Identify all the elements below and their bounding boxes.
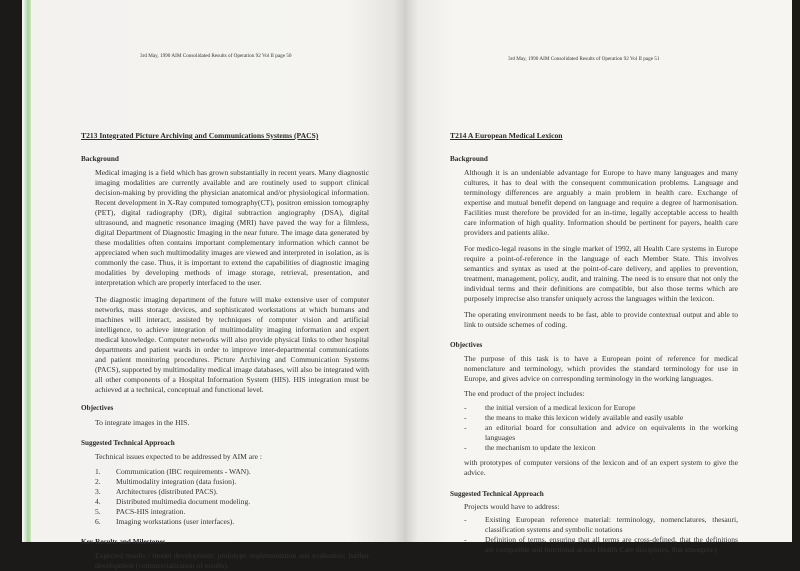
- list-number: 4.: [95, 497, 101, 506]
- list-text: the means to make this lexicon widely available and easily usable: [485, 413, 684, 422]
- left-objectives-heading: Objectives: [81, 404, 114, 412]
- list-item: [464, 403, 738, 413]
- list-text: Multimodality integration (data fusion).: [116, 477, 237, 486]
- list-text: Communication (IBC requirements - WAN).: [116, 467, 251, 476]
- right-background-paragraph-3: The operating environment needs to be fast, able to provide contextual output and able to link to outside schemes of coding.: [464, 310, 738, 329]
- left-approach-list: [81, 467, 369, 527]
- left-page-content: [81, 131, 369, 571]
- list-text: Imaging workstations (user interfaces).: [116, 517, 235, 526]
- dash-bullet: -: [464, 423, 467, 432]
- right-objectives-heading: Objectives: [450, 341, 483, 349]
- left-section-title: T213 Integrated Picture Archiving and Communications Systems (PACS): [81, 131, 319, 140]
- right-approach-intro: Projects would have to address:: [464, 502, 560, 511]
- list-number: 1.: [95, 467, 101, 476]
- list-text: PACS-HIS integration.: [116, 507, 186, 516]
- green-page-edge: [24, 0, 31, 542]
- left-background-paragraph-2: The diagnostic imaging department of the future will make extensive user of computer networks, mass storage devices, and sophisticated workstations at which humans and machines will interact, assisted by techniques of computer vision and artificial intelligence, to achieve integration of multimodality imaging information and expert medical knowledge. Computer networks will also provide physical links to other hospital departments and patient wards in order to improve inter-departmental communications and patient monitoring procedures. Picture Archiving and Communication Systems (PACS), supported by multimodality medical image databases, will also be integrated with all other components of a Hospital Information System (HIS). HIS integration must be achieved at a technical, conceptual and functional level.: [95, 295, 369, 394]
- list-text: Distributed multimedia document modeling.: [116, 497, 251, 506]
- dash-bullet: -: [464, 535, 467, 544]
- dash-bullet: -: [464, 403, 467, 412]
- right-objectives-paragraph-2: The end product of the project includes:: [464, 389, 585, 398]
- list-number: 3.: [95, 487, 101, 496]
- list-text: the initial version of a medical lexicon for Europe: [485, 403, 636, 412]
- list-item: [95, 497, 369, 507]
- right-approach-list: [450, 515, 738, 555]
- list-item: [464, 535, 738, 555]
- right-page-header: 3rd May, 1990 AIM Consolidated Results of Operation 92 Vol II page 51: [508, 56, 660, 62]
- list-item: [464, 423, 738, 443]
- right-page-content: [450, 131, 738, 555]
- list-text: Architectures (distributed PACS).: [116, 487, 218, 496]
- list-number: 2.: [95, 477, 101, 486]
- dash-bullet: -: [464, 413, 467, 422]
- list-item: [95, 507, 369, 517]
- list-item: [95, 467, 369, 477]
- list-item: [95, 477, 369, 487]
- right-background-heading: Background: [450, 155, 488, 163]
- list-item: [464, 515, 738, 535]
- left-approach-heading: Suggested Technical Approach: [81, 439, 175, 447]
- list-item: [95, 487, 369, 497]
- left-background-heading: Background: [81, 155, 119, 163]
- left-approach-intro: Technical issues expected to be addressed by AIM are :: [95, 452, 262, 461]
- left-results-text: Expected results : model development; prototype implementation and evaluation; further development (commercialization of results).: [95, 551, 369, 570]
- right-background-paragraph-2: For medico-legal reasons in the single market of 1992, all Health Care systems in Europe require a point-of-reference in the language of each Member State. This involves semantics and syntax as used at the point-of-care delivery, and applies to prevention, treatment, management, policy, audit, and training. The need is to ensure that not only the individual terms and their definitions are compatible, but also those terms which are purposely imprecise also transfer uniquely across the languages within the lexicon.: [464, 244, 738, 303]
- left-objectives-text: To integrate images in the HIS.: [95, 418, 190, 427]
- right-objectives-paragraph-1: The purpose of this task is to have a European point of reference for medical nomenclature and terminology, which provides the standard terminology for use in Europe, and gives advice on corresponding terminology in the working languages.: [464, 354, 738, 383]
- list-number: 5.: [95, 507, 101, 516]
- list-text: Existing European reference material: terminology, nomenclatures, thesauri, classification systems and symbolic notations: [485, 515, 738, 534]
- left-results-heading: Key Results and Milestones: [81, 538, 166, 546]
- list-item: [464, 413, 738, 423]
- list-text: the mechanism to update the lexicon: [485, 443, 596, 452]
- dash-bullet: -: [464, 443, 467, 452]
- list-text: an editorial board for consultation and advice on equivalents in the working languages: [485, 423, 738, 442]
- right-objectives-list: [450, 403, 738, 453]
- list-text: Definition of terms, ensuring that all terms are cross-defined, that the definitions are compatible and functional across Health Care disciplines, that emergency: [485, 535, 738, 554]
- list-number: 6.: [95, 517, 101, 526]
- right-background-paragraph-1: Although it is an undeniable advantage for Europe to have many languages and many cultures, it has to deal with the consequent communication problems. Language and terminology differences are arguably a main problem in health care. Exchange of expertise and mutual benefit depend on language and require a degree of harmonisation. Facilities must therefore be provided for an in-time, legally acceptable access to health care information of high quality. Information should be pertinent for payers, health care providers and patients alike.: [464, 168, 738, 237]
- left-page-header: 3rd May, 1990 AIM Consolidated Results of Operation 92 Vol II page 50: [140, 53, 292, 59]
- list-item: [464, 443, 738, 453]
- right-objectives-paragraph-3: with prototypes of computer versions of the lexicon and of an expert system to give the advice.: [464, 458, 738, 477]
- dash-bullet: -: [464, 515, 467, 524]
- right-approach-heading: Suggested Technical Approach: [450, 490, 544, 498]
- right-section-title: T214 A European Medical Lexicon: [450, 131, 563, 140]
- left-background-paragraph-1: Medical imaging is a field which has grown substantially in recent years. Many diagnostic imaging modalities are currently available and are routinely used to support clinical decision-making by providing the physician anatomical and/or physiological information. Recent development in X-Ray computed tomography(CT), positron emission tomography (PET), digital radiography (DR), digital subtraction angiography (DSA), digital ultrasound, and magnetic resonance imaging (MRI) have paved the way for a filmless, digital Department of Diagnostic Imaging in the near future. The image data generated by these modalities often contains important complementary information which cannot be appreciated when such multimodality images are viewed and interpreted in isolation, as is commonly the case. Thus, it is important to extend the capabilities of diagnostic imaging modalities by developing methods of image storage, retrieval, presentation, and interpretation which are properly interfaced to the user.: [95, 168, 369, 287]
- list-item: [95, 517, 369, 527]
